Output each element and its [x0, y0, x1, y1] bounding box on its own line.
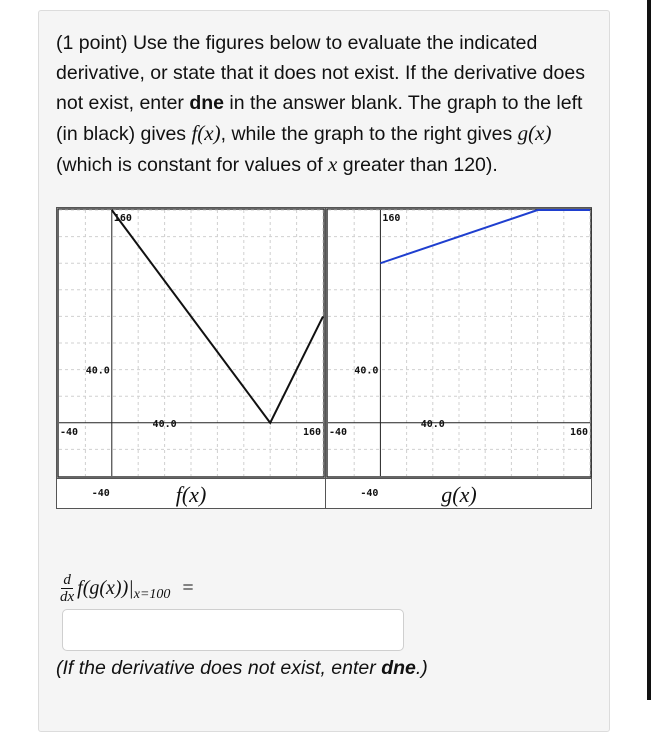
- problem-line3: , while the graph to the right gives: [220, 123, 513, 145]
- graphs-table: [56, 207, 592, 509]
- problem-text: [56, 28, 601, 180]
- problem-line2: in the answer blank. The graph to the left (in black) gives: [56, 92, 583, 145]
- d-dx-fraction: [60, 572, 74, 605]
- table-divider-horizontal: [57, 478, 591, 479]
- graph-g-tick-top: 160: [382, 213, 401, 224]
- graph-f-tick-top: 160: [113, 213, 132, 224]
- problem-line5: greater than 120).: [342, 154, 498, 176]
- graph-g-label: g(x): [441, 482, 477, 507]
- graph-f-label: f(x): [175, 482, 207, 507]
- graph-g-tick-right: 160: [569, 426, 588, 438]
- dne-hint: [56, 657, 428, 680]
- evaluation-point: x=100: [133, 586, 171, 602]
- equals-sign: =: [182, 577, 194, 599]
- graph-f-tick-x-mid: 40.0: [152, 418, 177, 430]
- graph-g-tick-left: -40: [329, 426, 348, 438]
- graph-f-tick-left: -40: [60, 426, 79, 438]
- dne-keyword: dne: [189, 92, 224, 114]
- problem-line4: (which is constant for values of: [56, 154, 323, 176]
- graph-g-tick-x-mid: 40.0: [420, 418, 445, 430]
- hint-dne: dne: [381, 657, 416, 679]
- fx-symbol: f(x): [191, 121, 221, 145]
- x-symbol: x: [328, 152, 338, 176]
- composite-expression: f(g(x))|: [77, 577, 134, 599]
- hint-pre: (If the derivative does not exist, enter: [56, 657, 376, 679]
- hint-post: .): [415, 657, 428, 679]
- graph-f-tick-bottom: -40: [91, 488, 110, 499]
- answer-input[interactable]: [62, 609, 404, 651]
- points-label: (1 point): [56, 32, 128, 54]
- gx-symbol: g(x): [517, 121, 552, 145]
- graph-g-tick-y-mid: 40.0: [354, 365, 379, 377]
- graph-f-tick-y-mid: 40.0: [85, 365, 110, 377]
- derivative-expression: [60, 572, 194, 605]
- table-divider-vertical: [325, 208, 326, 508]
- graph-f-tick-right: 160: [302, 426, 321, 438]
- fraction-denominator: dx: [60, 589, 75, 605]
- fraction-numerator: d: [63, 572, 71, 588]
- graph-g-tick-bottom: -40: [360, 488, 379, 499]
- problem-line1: Use the figures below to evaluate the indicated derivative, or state that it does not exist. If the derivative does not exist, enter: [56, 32, 585, 114]
- scrollbar[interactable]: [647, 0, 651, 700]
